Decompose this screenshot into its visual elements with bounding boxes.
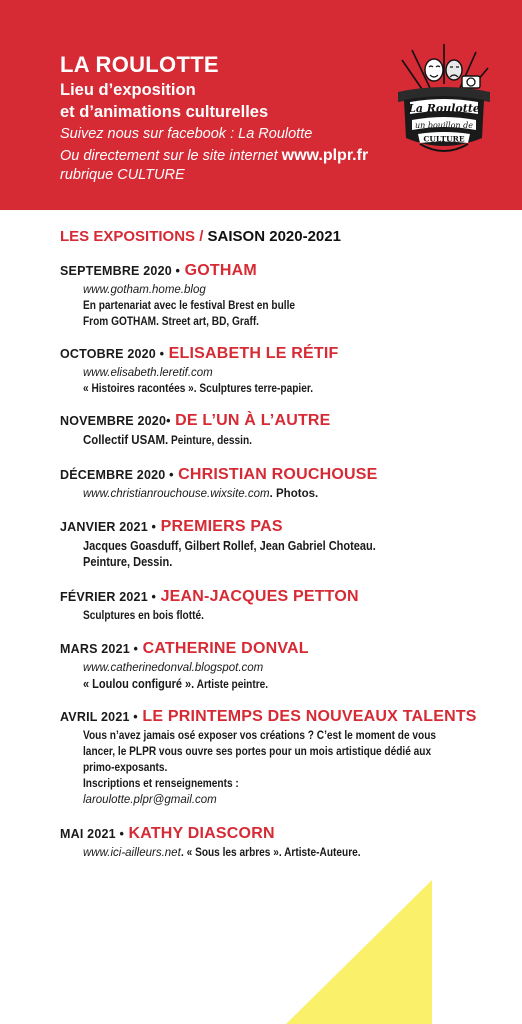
website-line-suffix: rubrique CULTURE — [60, 167, 185, 183]
facebook-line: Suivez nous sur facebook : La Roulotte — [60, 126, 313, 142]
decorative-yellow-triangle — [286, 880, 432, 1024]
event-date: JANVIER 2021 • — [60, 520, 157, 534]
header-banner — [0, 0, 522, 210]
event-name: ELISABETH LE RÉTIF — [168, 345, 339, 362]
event-name: CATHERINE DONVAL — [142, 640, 309, 657]
event-desc-bold: From GOTHAM. — [83, 316, 159, 328]
page-title: LA ROULOTTE — [60, 52, 219, 77]
event-desc-line: Peinture, Dessin. — [83, 555, 173, 569]
event-date: MAI 2021 • — [60, 827, 125, 841]
event-printemps-nouveaux-talents — [60, 708, 510, 808]
event-desc-line: En partenariat avec le festival Brest en bulle — [83, 300, 296, 312]
event-desc-line: Sculptures en bois flotté. — [83, 610, 204, 622]
event-kathy-diascorn — [60, 825, 510, 861]
event-email[interactable]: laroulotte.plpr@gmail.com — [83, 794, 217, 806]
event-url[interactable]: www.gotham.home.blog — [83, 284, 206, 296]
logo-text-2: un bouillon de — [415, 121, 473, 130]
event-date: SEPTEMBRE 2020 • — [60, 264, 181, 278]
event-date: OCTOBRE 2020 • — [60, 347, 165, 361]
event-date: FÉVRIER 2021 • — [60, 590, 157, 604]
event-desc-line: lancer, le PLPR vous ouvre ses portes pour un mois artistique dédié aux — [83, 746, 432, 758]
event-desc-rest: Artiste peintre. — [194, 679, 269, 691]
event-jean-jacques-petton — [60, 588, 510, 624]
event-desc-line: Vous n’avez jamais osé exposer vos créations ? C’est le moment de vous — [83, 730, 437, 742]
subtitle-line-2: et d’animations culturelles — [60, 103, 269, 121]
section-label: LES EXPOSITIONS / — [60, 228, 204, 245]
event-desc-bold: Collectif USAM. — [83, 432, 169, 447]
subtitle-line-1: Lieu d’exposition — [60, 81, 196, 99]
event-date: AVRIL 2021 • — [60, 710, 138, 724]
event-name: KATHY DIASCORN — [128, 825, 275, 842]
event-desc-rest: Artiste-Auteure. — [281, 847, 361, 859]
event-name: DE L’UN À L’AUTRE — [175, 412, 331, 429]
event-elisabeth-le-retif — [60, 345, 510, 397]
event-date: MARS 2021 • — [60, 642, 139, 656]
event-url[interactable]: www.catherinedonval.blogspot.com — [83, 662, 264, 674]
event-name: CHRISTIAN ROUCHOUSE — [178, 466, 378, 483]
event-desc-line: primo-exposants. — [83, 762, 168, 774]
event-desc-rest: Peinture, dessin. — [168, 435, 252, 447]
event-desc-line: « Histoires racontées ». Sculptures terre-papier. — [83, 383, 314, 395]
event-desc-rest: Street art, BD, Graff. — [158, 316, 259, 328]
event-url[interactable]: www.ici-ailleurs.net — [83, 847, 181, 859]
event-name: GOTHAM — [184, 262, 257, 279]
section-heading — [60, 228, 341, 245]
section-season: SAISON 2020-2021 — [207, 228, 341, 245]
event-name: PREMIERS PAS — [160, 518, 283, 535]
event-url[interactable]: www.elisabeth.leretif.com — [83, 367, 213, 379]
logo-text-1: La Roulotte — [408, 102, 480, 115]
event-url-suffix: . Photos. — [269, 488, 319, 500]
event-premiers-pas — [60, 518, 510, 570]
event-desc-bold: « Loulou configuré ». — [83, 677, 195, 691]
logo-text-3: CULTURE — [423, 134, 465, 144]
event-desc-line: Jacques Goasduff, Gilbert Rollef, Jean Gabriel Choteau. — [83, 539, 376, 553]
event-gotham — [60, 262, 510, 330]
event-de-lun-a-lautre — [60, 412, 510, 449]
event-desc-line: Inscriptions et renseignements : — [83, 778, 239, 790]
event-date: NOVEMBRE 2020• — [60, 414, 171, 428]
event-christian-rouchouse — [60, 466, 510, 502]
website-line — [60, 147, 368, 165]
event-name: LE PRINTEMPS DES NOUVEAUX TALENTS — [142, 708, 477, 725]
website-line-prefix: Ou directement sur le site internet — [60, 148, 282, 164]
event-name: JEAN-JACQUES PETTON — [160, 588, 359, 605]
event-url[interactable]: www.christianrouchouse.wixsite.com — [83, 488, 270, 500]
event-desc-bold: . « Sous les arbres ». — [180, 847, 282, 859]
website-link[interactable]: www.plpr.fr — [281, 147, 369, 164]
event-catherine-donval — [60, 640, 510, 693]
la-roulotte-logo — [390, 40, 498, 158]
event-date: DÉCEMBRE 2020 • — [60, 468, 174, 482]
